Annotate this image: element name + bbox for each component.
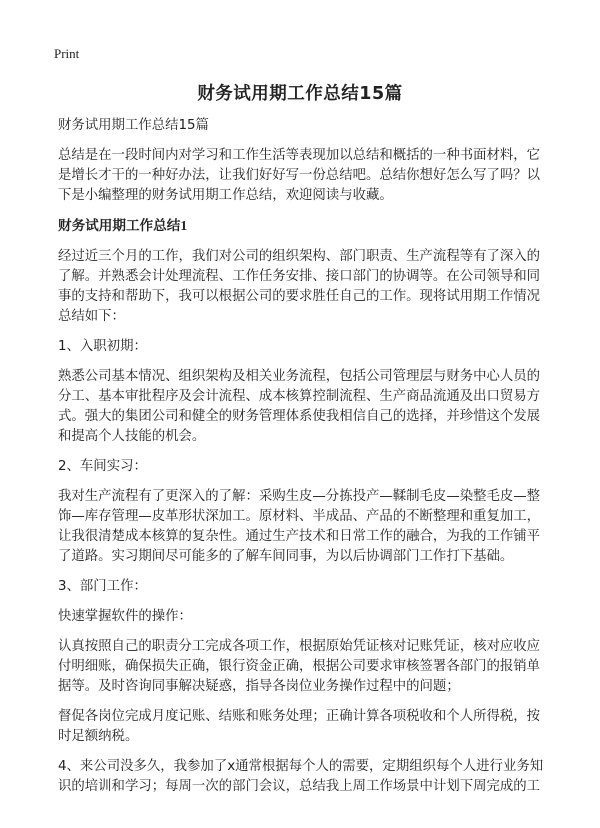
paragraph-supervision: 督促各岗位完成月度记账、结账和账务处理；正确计算各项税收和个人所得税，按时足额纳税。 bbox=[58, 709, 541, 744]
document-subtitle: 财务试用期工作总结15篇 bbox=[58, 118, 209, 133]
paragraph-software: 快速掌握软件的操作： bbox=[58, 609, 192, 624]
section-heading: 财务试用期工作总结1 bbox=[58, 218, 188, 233]
paragraph-training: 4、来公司没多久，我参加了x通常根据每个人的需要，定期组织每个人进行业务知识的培训和学习；每周一次的部门会议，总结我上周工作场景中计划下周完成的工 bbox=[58, 759, 544, 794]
item-heading-onboarding: 1、入职初期： bbox=[58, 339, 147, 354]
document-body bbox=[58, 116, 546, 807]
paragraph-onboarding: 熟悉公司基本情况、组织架构及相关业务流程，包括公司管理层与财务中心人员的分工、基本审批程序及会计流程、成本核算控制流程、生产商品流通及出口贸易方式。强大的集团公司和健全的财务管理体系使我相信自己的选择，并珍惜这个发展和提高个人技能的机会。 bbox=[58, 369, 541, 444]
item-heading-workshop: 2、车间实习： bbox=[58, 459, 147, 474]
paragraph-workshop: 我对生产流程有了更深入的了解：采购生皮—分拣投产—鞣制毛皮—染整毛皮—整饰—库存管理—皮革形状深加工。原材料、半成品、产品的不断整理和重复加工，让我很清楚成本核算的复杂性。通过生产技术和日常工作的融合，为我的工作铺平了道路。实习期间尽可能多的了解车间同事，为以后协调部门工作打下基础。 bbox=[58, 489, 541, 564]
print-link[interactable]: Print bbox=[54, 46, 80, 61]
document-title: 财务试用期工作总结15篇 bbox=[197, 84, 403, 104]
paragraph-overview: 经过近三个月的工作，我们对公司的组织架构、部门职责、生产流程等有了深入的了解。并熟悉会计处理流程、工作任务安排、接口部门的协调等。在公司领导和同事的支持和帮助下，我可以根据公司的要求胜任自己的工作。现将试用期工作情况总结如下： bbox=[58, 249, 541, 324]
item-heading-department: 3、部门工作： bbox=[58, 579, 147, 594]
intro-paragraph: 总结是在一段时间内对学习和工作生活等表现加以总结和概括的一种书面材料，它是增长才干的一种好办法，让我们好好写一份总结吧。总结你想好怎么写了吗？以下是小编整理的财务试用期工作总结，欢迎阅读与收藏。 bbox=[58, 148, 541, 203]
paragraph-duties: 认真按照自己的职责分工完成各项工作，根据原始凭证核对记账凭证，核对应收应付明细账，确保损失正确，银行资金正确，根据公司要求审核签署各部门的报销单据等。及时咨询同事解决疑惑，指导各岗位业务操作过程中的问题； bbox=[58, 639, 541, 694]
